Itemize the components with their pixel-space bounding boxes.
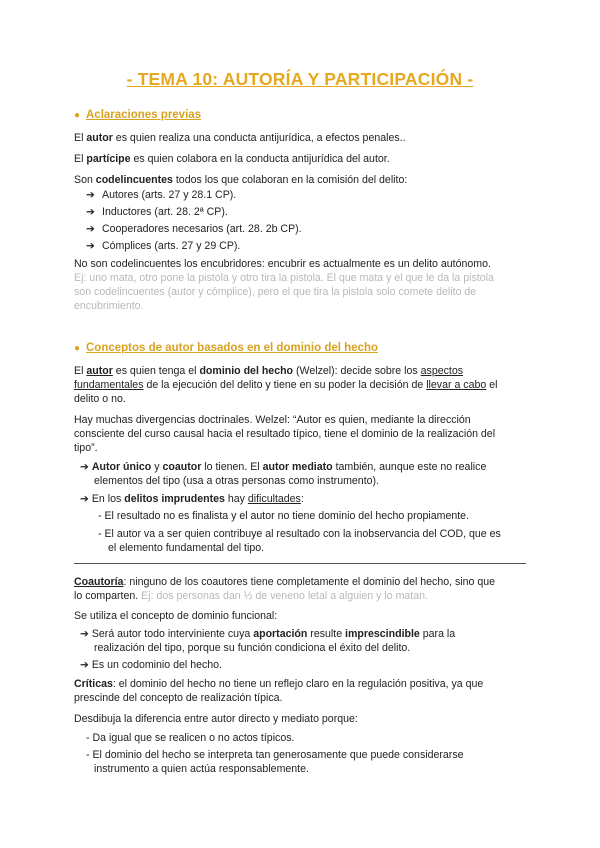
paragraph-coautoria: Coautoría: ninguno de los coautores tiene completamente el dominio del hecho, sino que bbox=[74, 576, 496, 588]
list-item-continuation: realización del tipo, porque su función condiciona el éxito del delito. bbox=[94, 642, 411, 654]
paragraph-desdibuja: Desdibuja la diferencia entre autor directo y mediato porque: bbox=[74, 713, 358, 725]
arrow-icon: ➔ bbox=[80, 628, 89, 640]
list-item: ➔ Autores (arts. 27 y 28.1 CP). bbox=[86, 189, 237, 201]
section-heading-dominio: ● Conceptos de autor basados en el dominio del hecho bbox=[74, 342, 379, 354]
dash-item: - Da igual que se realicen o no actos típicos. bbox=[86, 732, 295, 744]
horizontal-divider bbox=[74, 563, 526, 564]
paragraph-welzel: tipo”. bbox=[74, 442, 98, 454]
list-item: ➔ Cooperadores necesarios (art. 28. 2b CP). bbox=[86, 223, 302, 235]
dash-item: - El dominio del hecho se interpreta tan generosamente que puede considerarse bbox=[86, 749, 464, 761]
arrow-icon: ➔ bbox=[86, 223, 95, 235]
dash-item-continuation: el elemento fundamental del tipo. bbox=[108, 542, 265, 554]
arrow-icon: ➔ bbox=[80, 659, 89, 671]
paragraph-dominio-line2: fundamentales de la ejecución del delito y tiene en su poder la decisión de llevar a cabo el bbox=[74, 379, 498, 391]
example-line: son codelincuentes (autor y cómplice), pero el que tira la pistola solo comete delito de bbox=[74, 286, 477, 298]
list-item: ➔ Será autor todo interviniente cuya aportación resulte imprescindible para la bbox=[80, 628, 456, 640]
paragraph-welzel: Hay muchas divergencias doctrinales. Welzel: “Autor es quien, mediante la dirección bbox=[74, 414, 471, 426]
dash-item: - El autor va a ser quien contribuye al resultado con la inobservancia del COD, que es bbox=[98, 528, 501, 540]
page-title: - TEMA 10: AUTORÍA Y PARTICIPACIÓN - bbox=[126, 69, 474, 89]
arrow-icon: ➔ bbox=[86, 240, 95, 252]
list-item: ➔ En los delitos imprudentes hay dificultades: bbox=[80, 493, 304, 505]
paragraph-encubridores: No son codelincuentes los encubridores: encubrir es actualmente es un delito autónomo. bbox=[74, 258, 491, 270]
arrow-icon: ➔ bbox=[80, 461, 89, 473]
paragraph-dominio-line1: El autor es quien tenga el dominio del hecho (Welzel): decide sobre los aspectos bbox=[74, 365, 464, 377]
section-heading-aclaraciones: ● Aclaraciones previas bbox=[74, 109, 202, 121]
paragraph-coautoria-line2: lo comparten. Ej: dos personas dan ½ de veneno letal a alguien y lo matan. bbox=[74, 590, 428, 602]
list-item: ➔ Autor único y coautor lo tienen. El autor mediato también, aunque este no realice bbox=[80, 461, 487, 473]
paragraph-welzel: consciente del curso causal hacia el resultado típico, tiene el dominio de la realización del bbox=[74, 428, 496, 440]
list-item-continuation: elementos del tipo (usa a otras personas como instrumento). bbox=[94, 475, 379, 487]
dash-item: - El resultado no es finalista y el autor no tiene dominio del hecho propiamente. bbox=[98, 510, 470, 522]
paragraph-codelincuentes: Son codelincuentes todos los que colaboran en la comisión del delito: bbox=[74, 174, 408, 186]
arrow-icon: ➔ bbox=[80, 493, 89, 505]
paragraph-dominio-funcional: Se utiliza el concepto de dominio funcional: bbox=[74, 610, 278, 622]
paragraph-autor: El autor es quien realiza una conducta antijurídica, a efectos penales.. bbox=[74, 132, 406, 144]
paragraph-dominio-line3: delito o no. bbox=[74, 393, 126, 405]
paragraph-criticas: Críticas: el dominio del hecho no tiene un reflejo claro en la regulación positiva, ya que bbox=[74, 678, 484, 690]
dash-item-continuation: instrumento a quien actúa responsablemente. bbox=[94, 763, 309, 775]
example-line: Ej: uno mata, otro pone la pistola y otro tira la pistola. El que mata y el que le da la pistola bbox=[74, 272, 494, 284]
arrow-icon: ➔ bbox=[86, 189, 95, 201]
bullet-icon: ● bbox=[74, 343, 81, 354]
list-item: ➔ Es un codominio del hecho. bbox=[80, 659, 222, 671]
paragraph-participe: El partícipe es quien colabora en la conducta antijurídica del autor. bbox=[74, 153, 390, 165]
example-line: encubrimiento. bbox=[74, 300, 144, 312]
list-item: ➔ Cómplices (arts. 27 y 29 CP). bbox=[86, 240, 241, 252]
paragraph-criticas-line2: prescinde del concepto de realización típica. bbox=[74, 692, 283, 704]
bullet-icon: ● bbox=[74, 110, 81, 121]
list-item: ➔ Inductores (art. 28. 2ª CP). bbox=[86, 206, 228, 218]
arrow-icon: ➔ bbox=[86, 206, 95, 218]
